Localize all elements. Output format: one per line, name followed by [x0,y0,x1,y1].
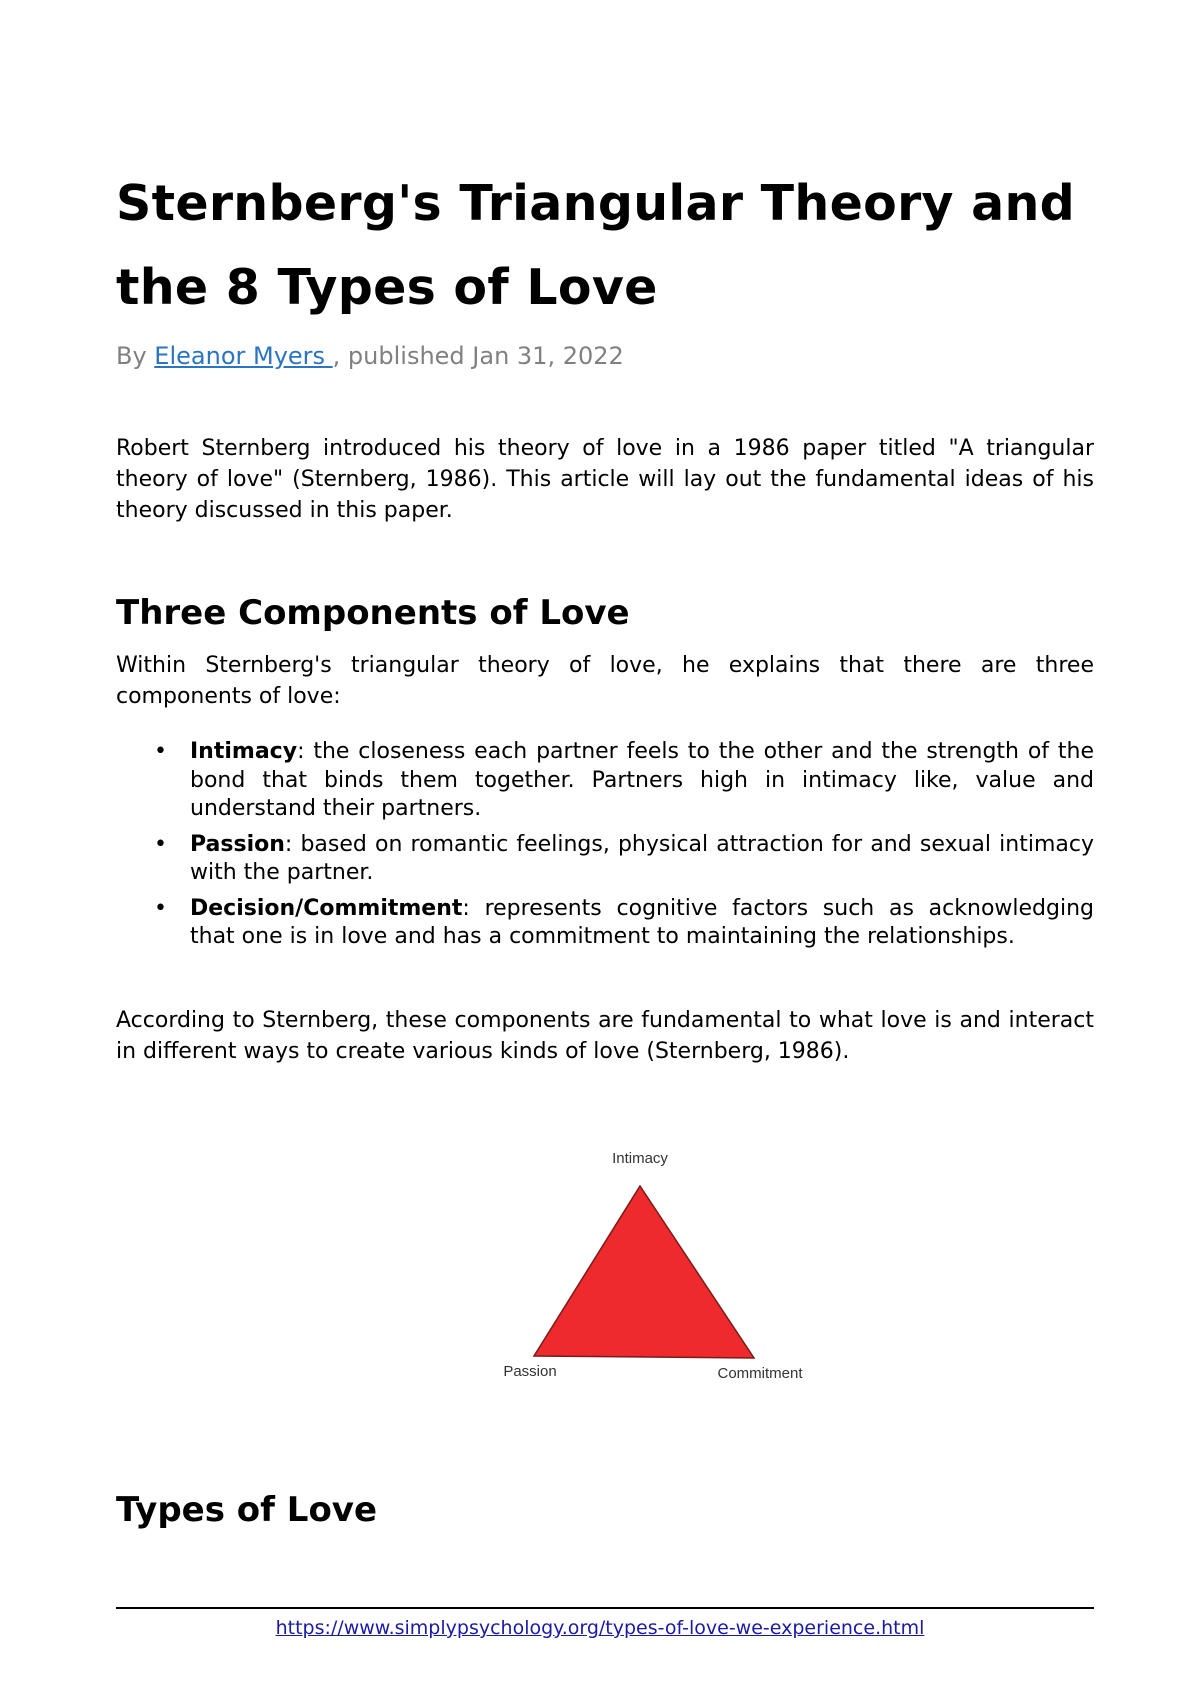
list-item-intimacy [116,738,1094,824]
love-triangle-figure [440,1140,840,1400]
list-item-commitment [116,895,1094,952]
triangle-label-intimacy: Intimacy [612,1150,668,1167]
definition-passion: : based on romantic feelings, physical attraction for and sexual intimacy with the partner. [190,831,1094,885]
byline [116,340,624,372]
bullet-icon: • [154,895,167,921]
footer [0,1614,1200,1642]
byline-date: , published Jan 31, 2022 [332,342,624,370]
source-url-link[interactable]: https://www.simplypsychology.org/types-of-love-we-experience.html [275,1617,925,1639]
article-title: Sternberg's Triangular Theory and the 8 Types of Love [116,175,1076,316]
byline-prefix: By [116,342,155,370]
term-intimacy: Intimacy [190,739,298,764]
bullet-icon: • [154,831,167,857]
term-passion: Passion [190,831,285,857]
components-closing-paragraph: According to Sternberg, these components are fundamental to what love is and interact in different ways to create various kinds of love (Sternberg, 1986). [116,1008,1094,1064]
list-item-passion [116,831,1094,888]
footer-divider [116,1607,1094,1609]
section-heading-types: Types of Love [116,1490,378,1530]
author-link[interactable]: Eleanor Myers [154,342,333,370]
intro-paragraph: Robert Sternberg introduced his theory of love in a 1986 paper titled "A triangular theory of love" (Sternberg, 1986). This article will lay out the fundamental ideas of his theory discussed in this paper. [116,436,1094,523]
love-triangle [534,1186,754,1358]
definition-commitment: : represents cognitive factors such as acknowledging that one is in love and has a commitment to maintaining the relationships. [190,895,1094,949]
bullet-icon: • [154,739,167,764]
definition-intimacy: : the closeness each partner feels to the other and the strength of the bond that binds them together. Partners high in intimacy like, value and understand their partners. [190,739,1094,821]
triangle-label-commitment: Commitment [717,1365,803,1382]
components-list [116,738,1094,959]
triangle-label-passion: Passion [503,1363,557,1380]
section-heading-components: Three Components of Love [116,593,630,633]
term-commitment: Decision/Commitment [190,895,463,921]
components-lead-paragraph: Within Sternberg's triangular theory of love, he explains that there are three components of love: [116,653,1094,709]
